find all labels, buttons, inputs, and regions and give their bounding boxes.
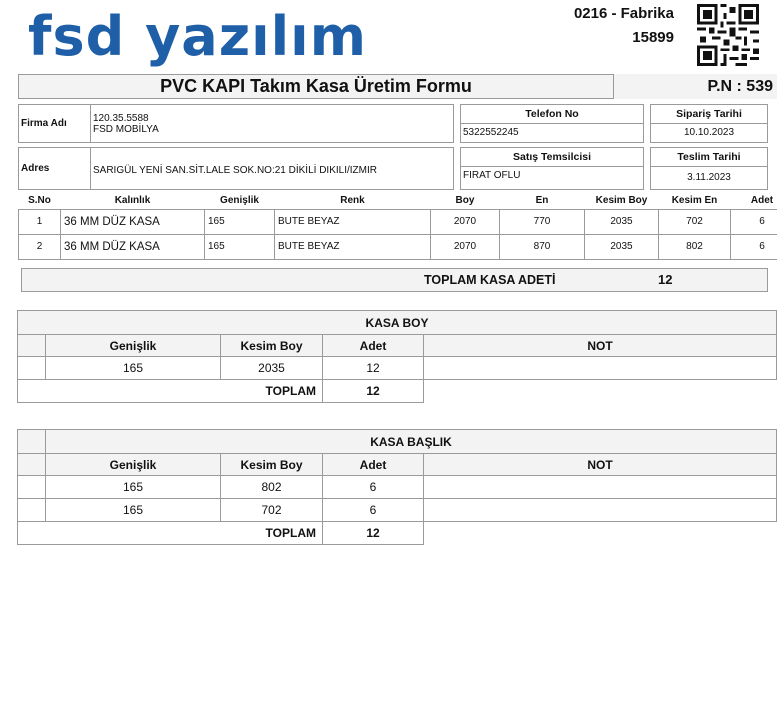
cell-genislik: 165 <box>46 499 221 522</box>
kasa-baslik-total-row <box>18 522 777 545</box>
kasa-boy-total-label: TOPLAM <box>18 380 323 403</box>
pn-number: P.N : 539 <box>614 74 777 99</box>
col-adet: Adet <box>323 335 424 357</box>
col-kesim-boy: Kesim Boy <box>221 454 323 476</box>
col-kalinlik: Kalınlık <box>114 195 151 207</box>
col-adet: Adet <box>323 454 424 476</box>
cell-sno: 1 <box>19 209 61 234</box>
cell-adet: 6 <box>323 499 424 522</box>
teslim-box <box>650 147 768 190</box>
cell-kalinlik: 36 MM DÜZ KASA <box>61 234 205 259</box>
cell-kesim-en: 702 <box>659 209 731 234</box>
kasa-boy-title: KASA BOY <box>18 311 777 335</box>
spacer-cell <box>18 430 46 454</box>
temsilci-box <box>460 147 644 190</box>
spacer-cell <box>18 476 46 499</box>
telefon-value: 5322552245 <box>463 127 519 138</box>
temsilci-value: FIRAT OFLU <box>463 170 521 181</box>
telefon-label: Telefon No <box>461 105 643 124</box>
col-kesim-boy: Kesim Boy <box>221 335 323 357</box>
kasa-baslik-table <box>17 429 777 545</box>
cell-kesim-boy: 2035 <box>585 234 659 259</box>
spacer-cell <box>18 499 46 522</box>
kasa-baslik-total-value: 12 <box>323 522 424 545</box>
col-renk: Renk <box>340 195 365 207</box>
qr-code-icon <box>697 4 759 66</box>
table-row <box>18 499 777 522</box>
kasa-baslik-total-label: TOPLAM <box>18 522 323 545</box>
empty-cell <box>424 380 777 403</box>
table-row <box>19 209 777 234</box>
siparis-box <box>650 104 768 143</box>
empty-cell <box>424 522 777 545</box>
cell-not <box>424 499 777 522</box>
cell-en: 770 <box>500 209 585 234</box>
products-header-row <box>19 193 777 209</box>
col-not: NOT <box>424 335 777 357</box>
col-genislik: Genişlik <box>46 454 221 476</box>
col-not: NOT <box>424 454 777 476</box>
cell-adet: 12 <box>323 357 424 380</box>
col-genislik: Genişlik <box>220 195 259 207</box>
kasa-boy-table <box>17 310 777 403</box>
col-en: En <box>535 195 549 207</box>
siparis-value: 10.10.2023 <box>683 127 735 138</box>
kasa-baslik-title: KASA BAŞLIK <box>46 430 777 454</box>
cell-renk: BUTE BEYAZ <box>275 234 431 259</box>
teslim-label: Teslim Tarihi <box>651 148 767 167</box>
col-sno: S.No <box>28 195 51 207</box>
spacer-cell <box>18 454 46 476</box>
kasa-boy-total-row <box>18 380 777 403</box>
total-bar <box>21 268 768 292</box>
cell-boy: 2070 <box>431 209 500 234</box>
cell-kesim-en: 802 <box>659 234 731 259</box>
temsilci-label: Satış Temsilcisi <box>461 148 643 167</box>
firma-box <box>18 104 454 143</box>
cell-kesim-boy: 2035 <box>585 209 659 234</box>
kasa-baslik-header-row <box>18 454 777 476</box>
spacer-cell <box>18 335 46 357</box>
teslim-value: 3.11.2023 <box>687 172 731 183</box>
document-number: 15899 <box>632 29 674 46</box>
products-table <box>18 193 777 260</box>
table-row <box>19 234 777 259</box>
adres-label: Adres <box>19 148 91 189</box>
cell-not <box>424 357 777 380</box>
cell-renk: BUTE BEYAZ <box>275 209 431 234</box>
table-row <box>18 357 777 380</box>
cell-genislik: 165 <box>46 476 221 499</box>
col-boy: Boy <box>455 195 475 207</box>
firma-label: Firma Adı <box>19 105 91 142</box>
company-logo: fsd yazılım <box>28 5 367 68</box>
cell-kesim-boy: 702 <box>221 499 323 522</box>
cell-en: 870 <box>500 234 585 259</box>
cell-adet: 6 <box>731 209 777 234</box>
cell-adet: 6 <box>323 476 424 499</box>
kasa-boy-total-value: 12 <box>323 380 424 403</box>
total-kasa-value: 12 <box>658 272 673 287</box>
total-kasa-label: TOPLAM KASA ADETİ <box>424 273 556 287</box>
kasa-boy-header-row <box>18 335 777 357</box>
telefon-box <box>460 104 644 143</box>
firma-line1: 120.35.5588 <box>93 113 149 124</box>
col-adet: Adet <box>750 195 774 207</box>
cell-adet: 6 <box>731 234 777 259</box>
adres-box <box>18 147 454 190</box>
cell-kesim-boy: 2035 <box>221 357 323 380</box>
spacer-cell <box>18 357 46 380</box>
cell-kalinlik: 36 MM DÜZ KASA <box>61 209 205 234</box>
cell-not <box>424 476 777 499</box>
cell-genislik: 165 <box>46 357 221 380</box>
siparis-label: Sipariş Tarihi <box>651 105 767 124</box>
form-title: PVC KAPI Takım Kasa Üretim Formu <box>18 74 614 99</box>
table-row <box>18 476 777 499</box>
col-kesim-en: Kesim En <box>671 195 718 207</box>
location-code: 0216 - Fabrika <box>573 5 674 22</box>
cell-genislik: 165 <box>205 234 275 259</box>
cell-sno: 2 <box>19 234 61 259</box>
col-genislik: Genişlik <box>46 335 221 357</box>
col-kesim-boy: Kesim Boy <box>595 195 648 207</box>
cell-kesim-boy: 802 <box>221 476 323 499</box>
adres-value: SARIGÜL YENİ SAN.SİT.LALE SOK.NO:21 DİKİLİ DIKILI/IZMIR <box>93 165 377 176</box>
cell-genislik: 165 <box>205 209 275 234</box>
cell-boy: 2070 <box>431 234 500 259</box>
firma-line2: FSD MOBİLYA <box>93 124 159 135</box>
